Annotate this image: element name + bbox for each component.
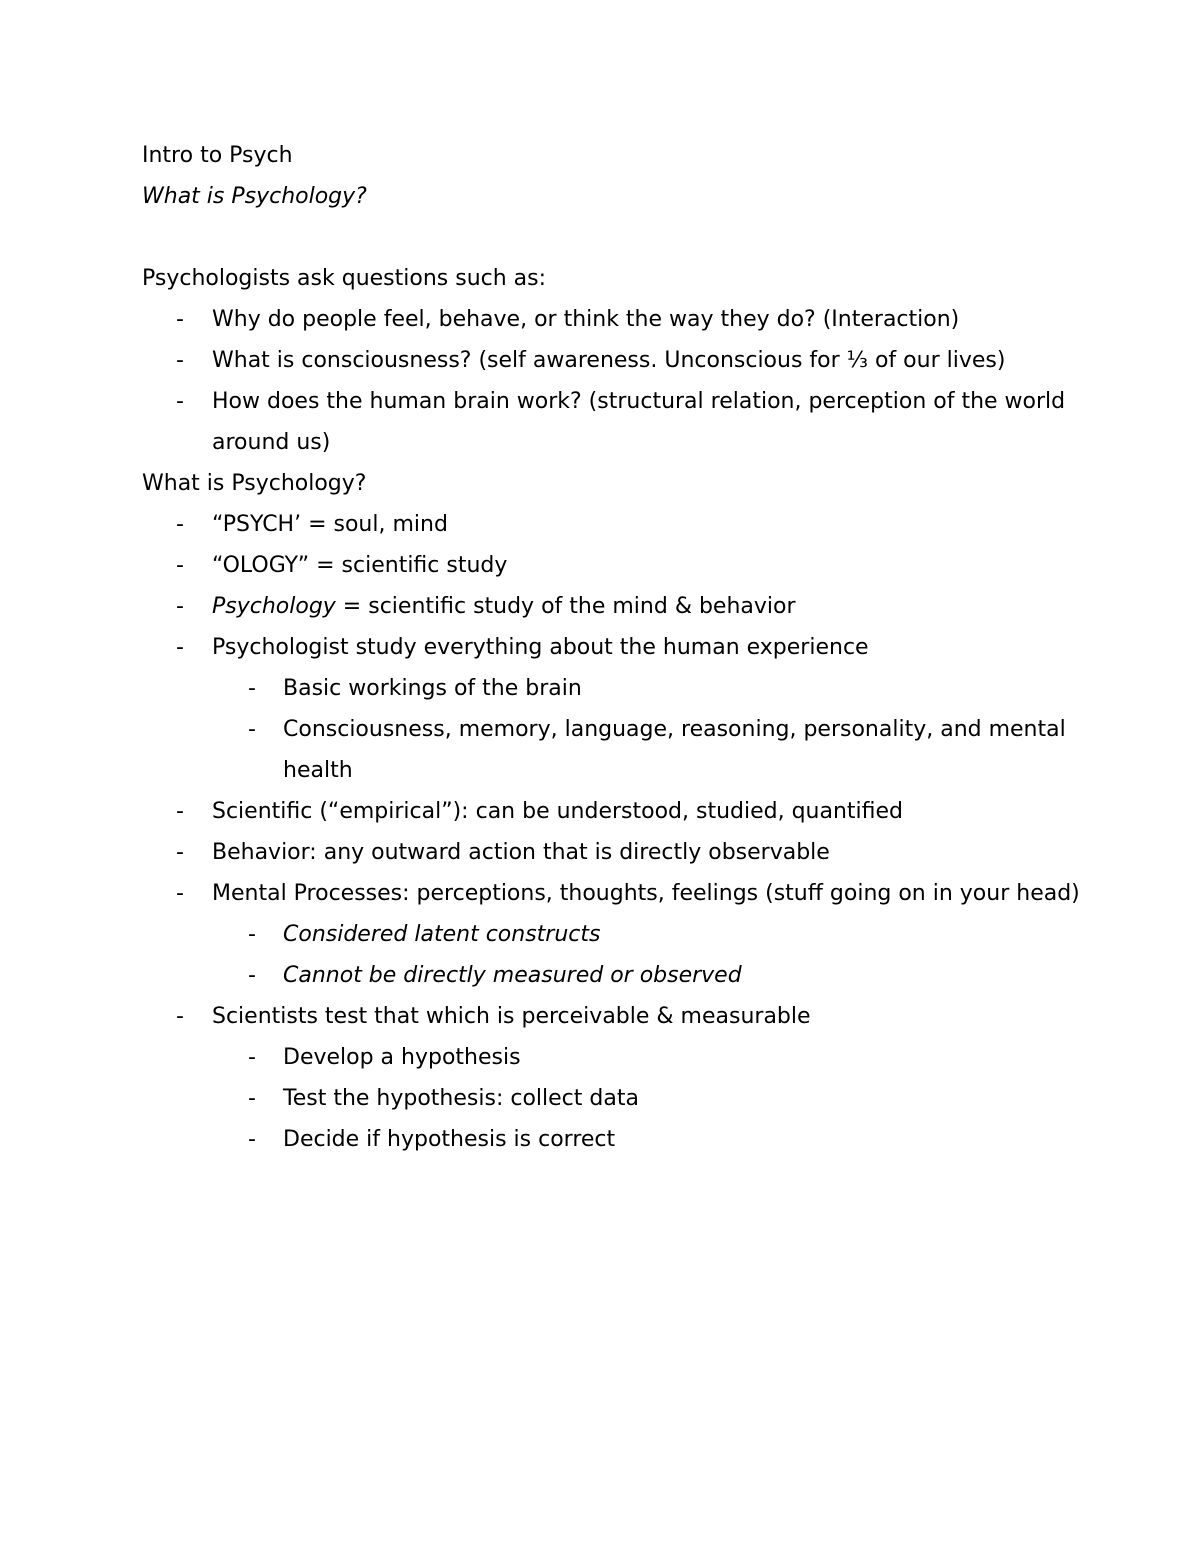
sub-bullet-dash: - xyxy=(248,717,256,742)
bullet-dash: - xyxy=(176,635,184,660)
bullet-dash: - xyxy=(176,512,184,537)
sub-bullet-dash: - xyxy=(248,1045,256,1070)
list-item: How does the human brain work? (structural relation, perception of the world xyxy=(212,389,1066,414)
sub-bullet-dash: - xyxy=(248,963,256,988)
bullet-dash: - xyxy=(176,799,184,824)
sub-list-item: Basic workings of the brain xyxy=(283,676,582,701)
bullet-dash: - xyxy=(176,840,184,865)
list-item: Psychologist study everything about the human experience xyxy=(212,635,869,660)
list-item xyxy=(212,593,796,621)
sub-list-item: Develop a hypothesis xyxy=(283,1045,521,1070)
bullet-dash: - xyxy=(176,553,184,578)
sub-bullet-dash: - xyxy=(248,1127,256,1152)
document-title: Intro to Psych xyxy=(142,143,293,168)
sub-bullet-dash: - xyxy=(248,922,256,947)
sub-list-item: Considered latent constructs xyxy=(283,922,601,947)
list-item: Behavior: any outward action that is directly observable xyxy=(212,840,830,865)
bullet-dash: - xyxy=(176,1004,184,1029)
bullet-dash: - xyxy=(176,348,184,373)
sub-list-item: Cannot be directly measured or observed xyxy=(283,963,742,988)
sub-list-item: Decide if hypothesis is correct xyxy=(283,1127,616,1152)
document-subtitle: What is Psychology? xyxy=(142,184,367,209)
sub-bullet-dash: - xyxy=(248,1086,256,1111)
definition-text: = scientific study of the mind & behavior xyxy=(335,594,796,619)
sub-bullet-dash: - xyxy=(248,676,256,701)
intro-text: Psychologists ask questions such as: xyxy=(142,266,547,291)
sub-list-item-continuation: health xyxy=(283,758,353,783)
bullet-dash: - xyxy=(176,881,184,906)
sub-list-item: Consciousness, memory, language, reasoning, personality, and mental xyxy=(283,717,1066,742)
bullet-dash: - xyxy=(176,307,184,332)
sub-list-item: Test the hypothesis: collect data xyxy=(283,1086,639,1111)
list-item-continuation: around us) xyxy=(212,430,331,455)
section-heading: What is Psychology? xyxy=(142,471,367,496)
bullet-dash: - xyxy=(176,594,184,619)
list-item: What is consciousness? (self awareness. Unconscious for ⅓ of our lives) xyxy=(212,348,1006,373)
list-item: Why do people feel, behave, or think the way they do? (Interaction) xyxy=(212,307,960,332)
list-item: Scientists test that which is perceivable & measurable xyxy=(212,1004,811,1029)
list-item: “OLOGY” = scientific study xyxy=(212,553,508,578)
list-item: Mental Processes: perceptions, thoughts, feelings (stuff going on in your head) xyxy=(212,881,1080,906)
bullet-dash: - xyxy=(176,389,184,414)
list-item: “PSYCH’ = soul, mind xyxy=(212,512,448,537)
term-psychology: Psychology xyxy=(212,594,336,619)
list-item: Scientific (“empirical”): can be understood, studied, quantified xyxy=(212,799,904,824)
